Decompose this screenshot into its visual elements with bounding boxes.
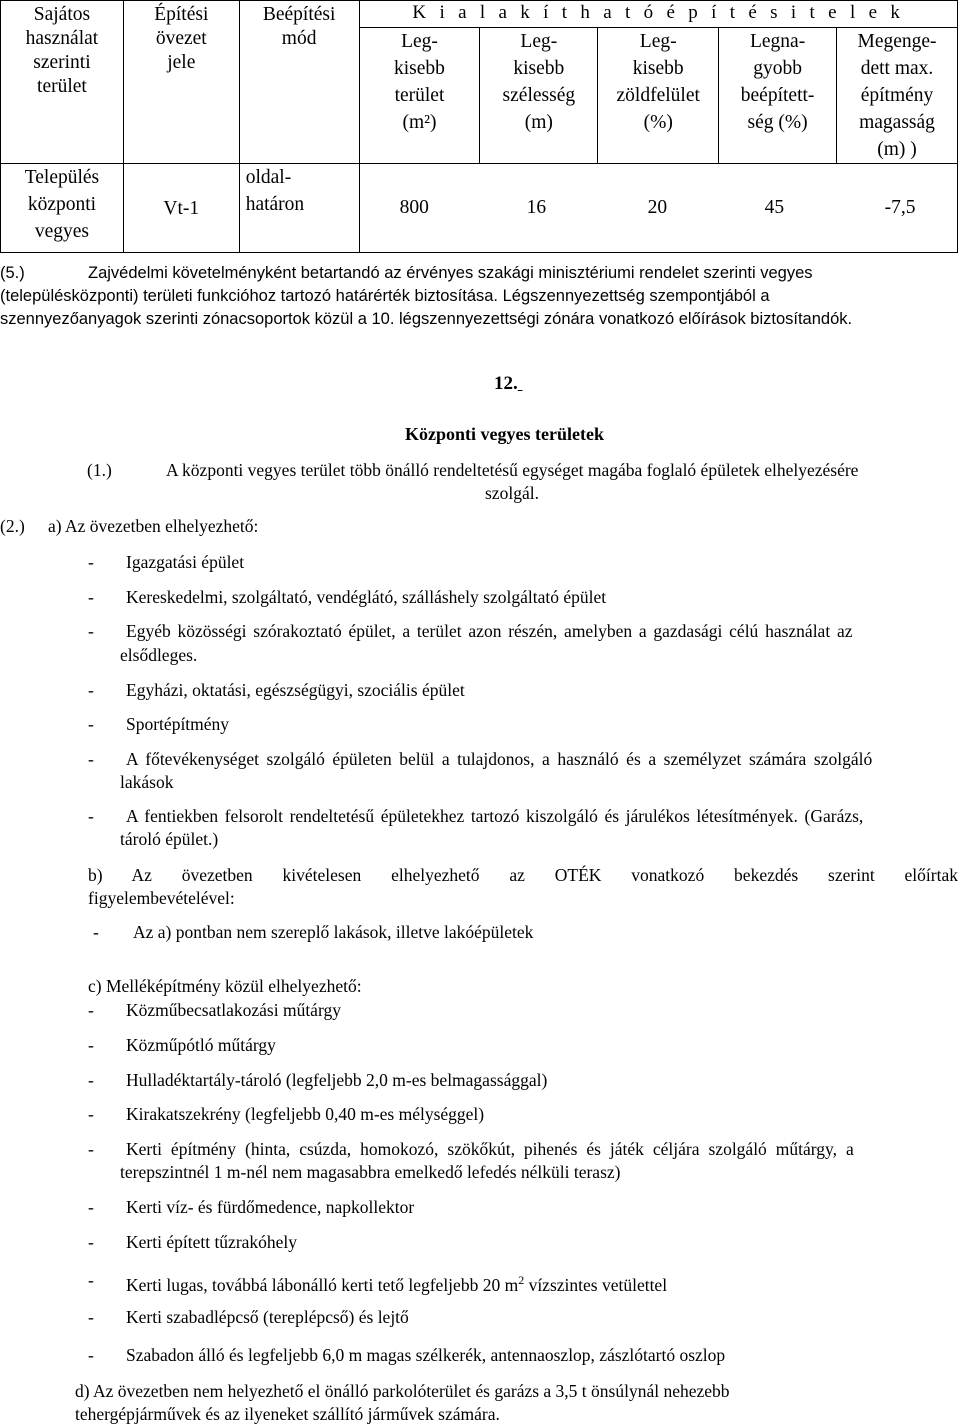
header-min-green: Leg- kisebb zöldfelület (%) bbox=[598, 28, 719, 164]
d-line-1: d) Az övezetben nem helyezhető el önálló parkolóterület és garázs a 3,5 t önsúlynál nehezebb bbox=[75, 1381, 730, 1401]
list-item: - Szabadon álló és legfeljebb 6,0 m magas szélkerék, antennaoszlop, zászlótartó oszlop bbox=[88, 1345, 726, 1365]
section-number: 12. bbox=[494, 373, 518, 394]
list-item-continuation: elsődleges. bbox=[120, 645, 198, 665]
list-item-continuation: lakások bbox=[120, 772, 174, 792]
b-line-2: figyelembevételével: bbox=[88, 888, 235, 908]
a-heading: a) Az övezetben elhelyezhető: bbox=[48, 516, 259, 536]
header-max-height: Megenge- dett max. építmény magasság (m) ) bbox=[837, 28, 958, 164]
list-item-continuation: tároló épület.) bbox=[120, 829, 219, 849]
cell-height: -7,5 bbox=[884, 197, 916, 218]
header-plot-group: K i a l a k í t h a t ó é p í t é s i t e l e k bbox=[359, 1, 957, 28]
p2-number: (2.) bbox=[0, 516, 25, 536]
header-min-width: Leg- kisebb szélesség (m) bbox=[480, 28, 598, 164]
list-item: - Kerti épített tűzrakóhely bbox=[88, 1232, 298, 1252]
list-item: - Közműpótló műtárgy bbox=[88, 1035, 276, 1055]
cell-green: 20 bbox=[647, 197, 668, 218]
list-item: - Igazgatási épület bbox=[88, 552, 245, 572]
note-line-1: Zajvédelmi követelményként betartandó az érvényes szakági minisztériumi rendelet szerinti vegyes bbox=[88, 264, 813, 282]
header-zone: Építési övezet jele bbox=[123, 1, 239, 164]
cell-area: 800 bbox=[399, 197, 429, 218]
cell-use: Település központi vegyes bbox=[1, 164, 124, 253]
list-item: - Kerti lugas, továbbá lábonálló kerti tető legfeljebb 20 $m^2$ vízszintes vetülettel bbox=[88, 1270, 668, 1295]
section-title: Központi vegyes területek bbox=[405, 424, 604, 444]
list-item: - Kerti szabadlépcső (tereplépcső) és lejtő bbox=[88, 1307, 409, 1327]
note-line-3: szennyezőanyagok szerinti zónacsoportok közül a 10. légszennyezettségi zónára vonatkozó előírások biztosítandók. bbox=[0, 310, 853, 328]
list-item: - Hulladéktartály-tároló (legfeljebb 2,0 m-es belmagassággal) bbox=[88, 1070, 548, 1090]
list-item: - Egyéb közösségi szórakoztató épület, a terület azon részén, amelyben a gazdasági célú használat az bbox=[88, 621, 853, 641]
cell-width: 16 bbox=[526, 197, 547, 218]
cell-values bbox=[359, 164, 957, 253]
list-item: - A fentiekben felsorolt rendeltetésű épületekhez tartozó kiszolgáló és járulékos létesítmények. (Garázs, bbox=[88, 806, 864, 826]
c-heading: c) Melléképítmény közül elhelyezhető: bbox=[88, 976, 362, 996]
cell-zone: Vt-1 bbox=[123, 164, 239, 253]
header-use: Sajátos használat szerinti terület bbox=[1, 1, 124, 164]
cell-mode: oldal- határon bbox=[239, 164, 359, 253]
d-line-2: tehergépjárművek és az ilyeneket szállító járművek számára. bbox=[75, 1404, 500, 1424]
header-min-area: Leg- kisebb terület (m²) bbox=[359, 28, 480, 164]
list-item-continuation: terepszintnél 1 m-nél nem magasabbra emelkedő lefedés nélküli terasz) bbox=[120, 1162, 621, 1182]
superscript: 2 bbox=[518, 1273, 525, 1287]
list-item: - Az a) pontban nem szereplő lakások, illetve lakóépületek bbox=[93, 922, 534, 942]
list-item: - Egyházi, oktatási, egészségügyi, szociális épület bbox=[88, 680, 465, 700]
list-item: - Közműbecsatlakozási műtárgy bbox=[88, 1000, 341, 1020]
list-item: - Sportépítmény bbox=[88, 714, 230, 734]
header-mode: Beépítési mód bbox=[239, 1, 359, 164]
list-item: - Kerti építmény (hinta, csúzda, homokozó, szökőkút, pihenés és játék céljára szolgáló műtárgy, a bbox=[88, 1139, 854, 1159]
list-item: - Kereskedelmi, szolgáltató, vendéglátó, szálláshely szolgáltató épület bbox=[88, 587, 607, 607]
p1-line-1: A központi vegyes terület több önálló rendeltetésű egységet magába foglaló épületek elhelyezésére bbox=[166, 460, 859, 480]
list-item: - Kerti víz- és fürdőmedence, napkollektor bbox=[88, 1197, 415, 1217]
note-number: (5.) bbox=[0, 264, 25, 282]
header-max-built: Legna- gyobb beépített- ség (%) bbox=[719, 28, 837, 164]
b-line-1: b) Az övezetben kivételesen elhelyezhető az OTÉK vonatkozó bekezdés szerint előírtak bbox=[88, 865, 958, 885]
p1-line-2: szolgál. bbox=[485, 483, 539, 503]
list-item: - Kirakatszekrény (legfeljebb 0,40 m-es mélységgel) bbox=[88, 1104, 485, 1124]
note-line-2: (településközponti) területi funkcióhoz tartozó határérték biztosítása. Légszennyezettség szempontjából a bbox=[0, 287, 770, 305]
p1-number: (1.) bbox=[87, 460, 112, 480]
table-row bbox=[1, 164, 958, 253]
cell-built: 45 bbox=[764, 197, 785, 218]
zoning-table bbox=[0, 0, 958, 253]
list-item: - A főtevékenységet szolgáló épületen belül a tulajdonos, a használó és a személyzet számára szolgáló bbox=[88, 749, 873, 769]
